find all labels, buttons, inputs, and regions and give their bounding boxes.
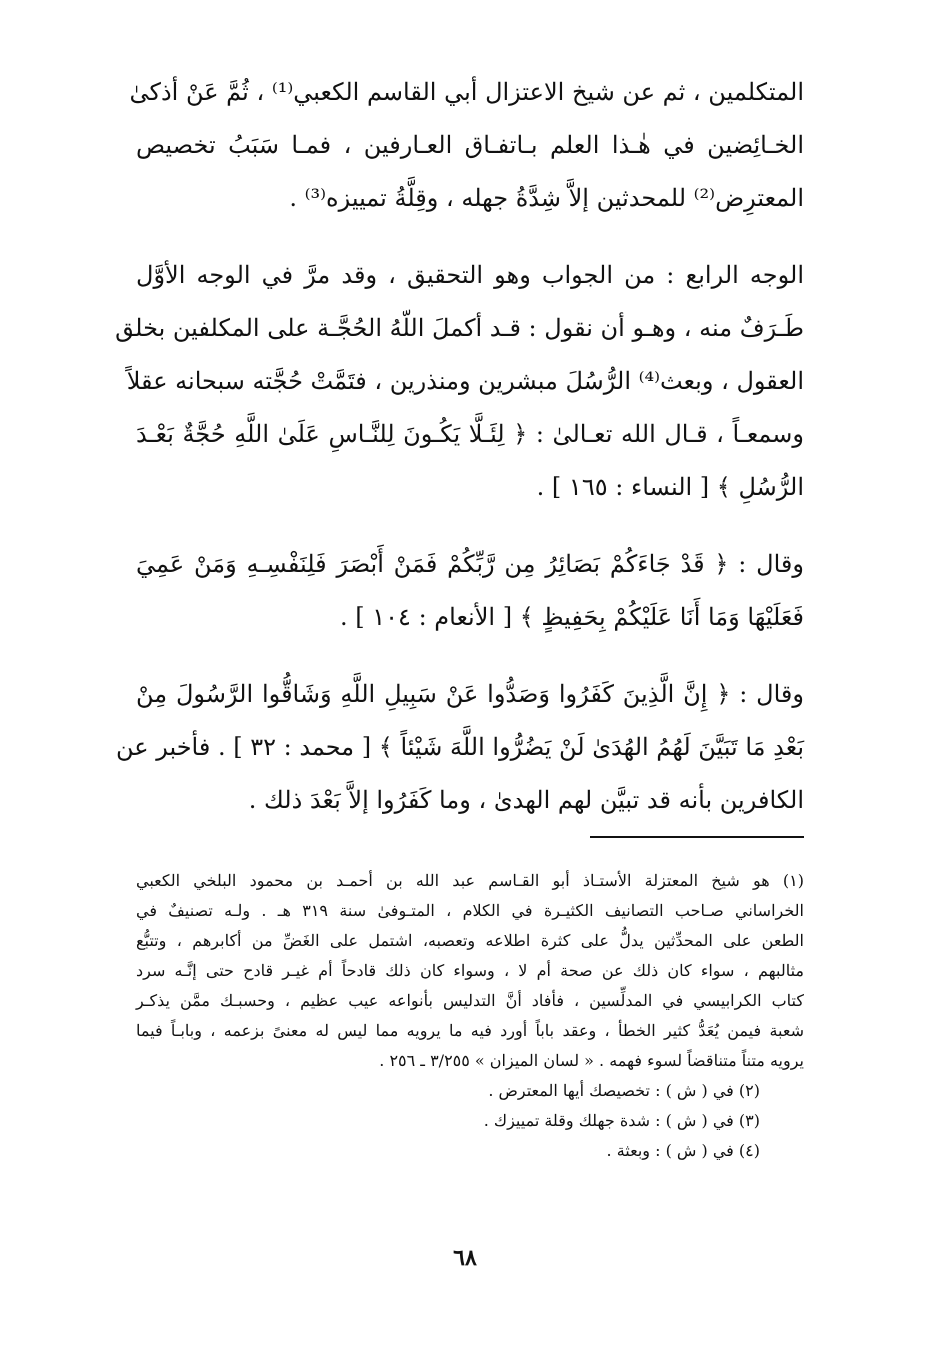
text-line: وقال : ﴿ قَدْ جَاءَكُمْ بَصَائِرُ مِن رَّبِّكُمْ فَمَنْ أَبْصَرَ فَلِنَفْسِـهِ وَمَنْ عَمِيَ: [136, 550, 804, 578]
main-text: [115, 66, 805, 851]
text-line: المتكلمين ، ثم عن شيخ الاعتزال أبي القاسم الكعبي⁽¹⁾ ، ثُمَّ عَنْ أذكىٰ: [129, 78, 804, 106]
footnote-line: شعبة فيمن يُعَدُّ كثير الخطأ ، وعقد باباً أورد فيه ما يرويه مما ليس له معنىً بزعمه ، وبابـاً فيما: [136, 1021, 804, 1040]
text-line: وقال : ﴿ إِنَّ الَّذِينَ كَفَرُوا وَصَدُّوا عَنْ سَبِيلِ اللَّهِ وَشَاقُّوا الرَّسُولَ مِنْ: [136, 680, 804, 708]
footnote-line: مثالبهم ، سواء كان ذلك عن صحة أم لا ، وسواء كان ذلك قادحاً أم غيـر قادح حتى إنَّـه سرد: [136, 961, 804, 980]
paragraph-2: [115, 249, 804, 514]
footnote-2: (٢) في ( ش ) : تخصيصك أيها المعترض .: [488, 1081, 760, 1100]
footnote-line: كتاب الكرابيسي في المدلِّسين ، فأفاد أنَّ التدليس بأنواعه عيب عظيم ، وحسبـك ممَّن يذكـر: [136, 991, 804, 1010]
paragraph-1: [129, 66, 805, 225]
footnotes: [136, 866, 804, 1166]
footnote-line: الخراساني صـاحب التصانيف الكثيـرة في الكلام ، المتـوفىٰ سنة ٣١٩ هـ . ولـه تصنيفٌ في: [136, 901, 804, 920]
text-line: فَعَلَيْهَا وَمَا أَنَا عَلَيْكُمْ بِحَفِيظٍ ﴾ [ الأنعام : ١٠٤ ] .: [340, 603, 804, 631]
text-line: بَعْدِ مَا تَبَيَّنَ لَهُمُ الهُدَىٰ لَنْ يَضُرُّوا اللَّهَ شَيْئاً ﴾ [ محمد : ٣٢ ] . فأخبر عن: [116, 733, 804, 761]
footnote-3: (٣) في ( ش ) : شدة جهلك وقلة تمييزك .: [483, 1111, 760, 1130]
footnote-line: الطعن على المحدِّثين يدلُّ على كثرة اطلاعه وتعصبه، اشتمل على الغَضِّ من أكابرهم ، وتتبُّع: [136, 931, 804, 950]
footnote-line: (١) هو شيخ المعتزلة الأستـاذ أبو القـاسم عبد الله بن أحمـد بن محمود البلخي الكعبي: [136, 871, 804, 890]
text-line: طَـرَفٌ منه ، وهـو أن نقول : قـد أكملَ اللّهُ الحُجَّـة على المكلفين بخلق: [115, 314, 804, 342]
text-line: العقول ، وبعث⁽⁴⁾ الرُّسُلَ مبشرين ومنذرين ، فتَمَّتْ حُجَّته سبحانه عقلاً: [126, 367, 804, 395]
text-line: الوجه الرابع : من الجواب وهو التحقيق ، وقد مرَّ في الوجه الأوَّل: [136, 261, 804, 289]
footnote-4: (٤) في ( ش ) : وبعثة .: [606, 1141, 760, 1160]
text-line: المعترِض⁽²⁾ للمحدثين إلاَّ شِدَّةُ جهله ، وقِلَّةُ تمييزه⁽³⁾ .: [289, 184, 804, 212]
footnote-line: يرويه متناً متناقضاً لسوء فهمه . « لسان الميزان » ٣/٢٥٥ ـ ٢٥٦ .: [379, 1051, 804, 1070]
paragraph-4: [116, 668, 804, 827]
page-number: ٦٨: [453, 1245, 477, 1271]
text-line: الكافرين بأنه قد تبيَّن لهم الهدىٰ ، وما كَفَرُوا إلاَّ بَعْدَ ذلك .: [248, 786, 804, 814]
footnote-divider: [590, 836, 804, 838]
text-line: الخـائِضين في هٰـذا العلم بـاتفـاق العـارفين ، فمـا سَبَبُ تخصيص: [136, 131, 805, 159]
paragraph-3: [136, 538, 804, 644]
text-line: الرُّسُلِ ﴾ [ النساء : ١٦٥ ] .: [536, 473, 804, 501]
text-line: وسمعـاً ، قـال الله تعـالىٰ : ﴿ لِئَـلَّا يَكُـونَ لِلنَّـاسِ عَلَىٰ اللَّهِ حُجَّةٌ بَعْـدَ: [136, 420, 804, 448]
